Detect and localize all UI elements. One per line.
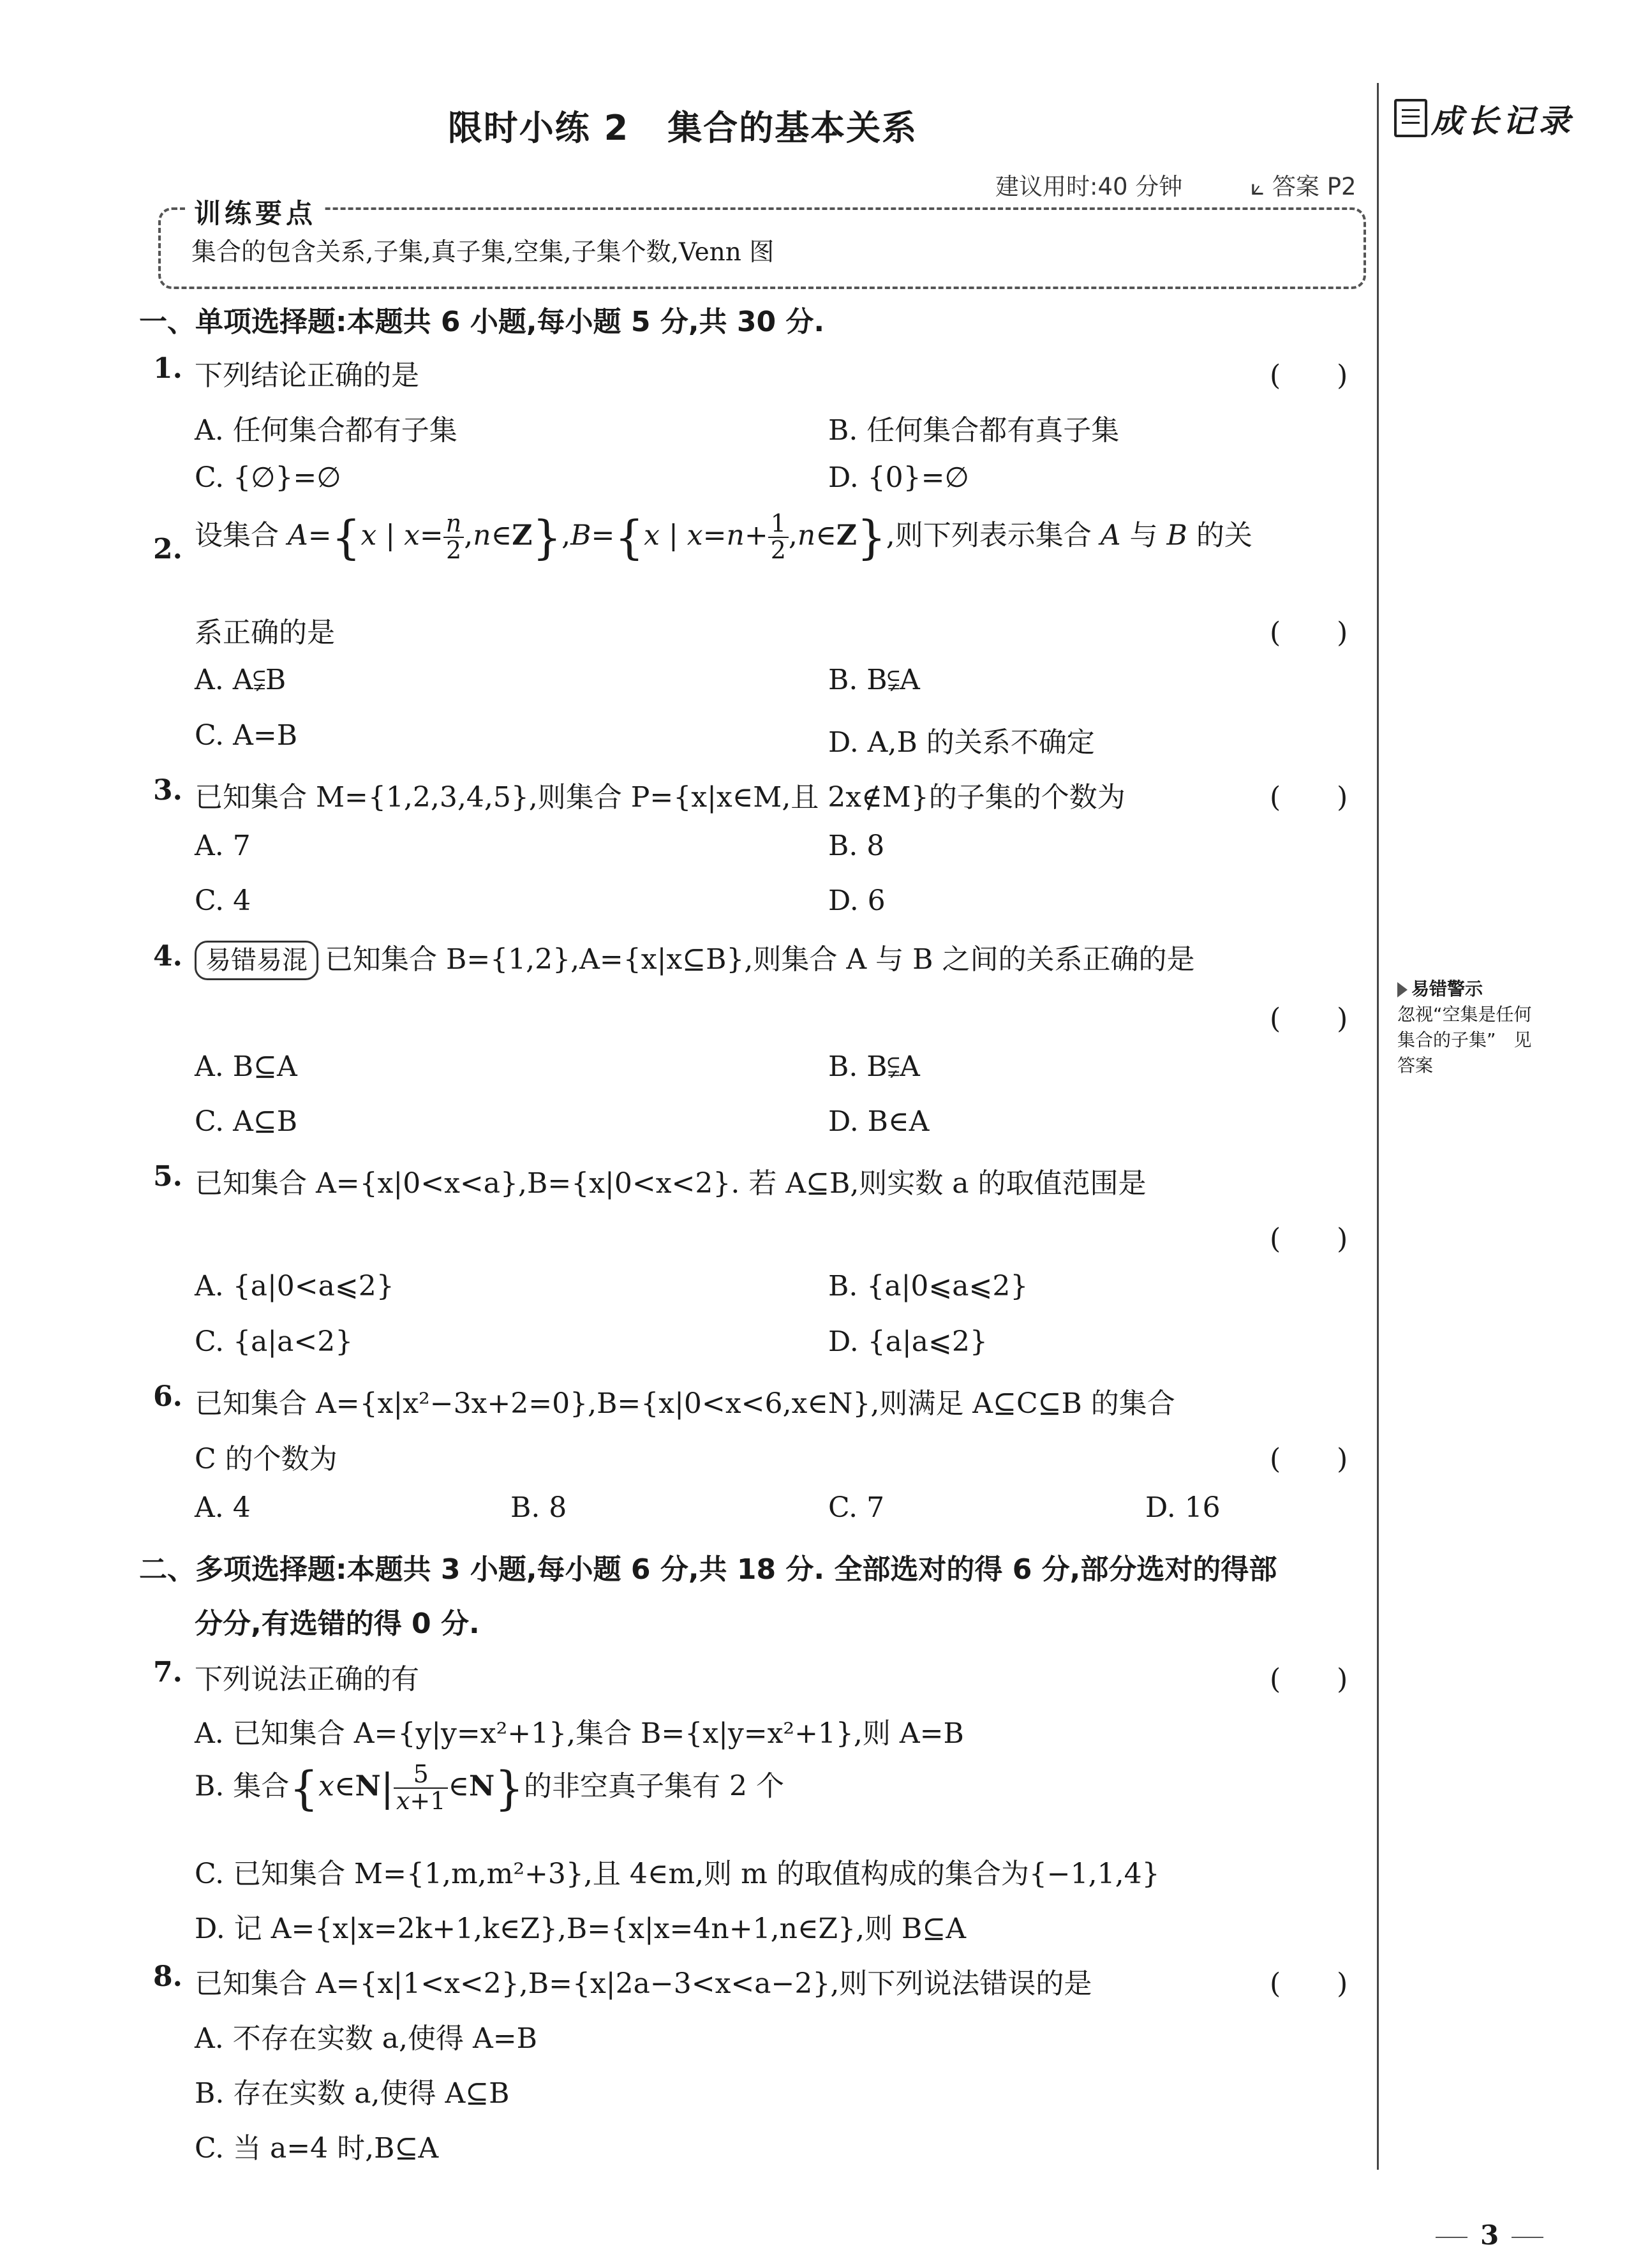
q8-option-a: A. 不存在实数 a,使得 A=B — [195, 2022, 537, 2055]
q3-option-d: D. 6 — [828, 884, 886, 917]
q1-option-b: B. 任何集合都有真子集 — [828, 414, 1120, 447]
suggested-time: 建议用时:40 分钟 — [995, 173, 1183, 200]
q7-option-a: A. 已知集合 A={y|y=x²+1},集合 B={x|y=x²+1},则 A=B — [195, 1717, 964, 1750]
q2-answer-blank: ( ) — [1270, 616, 1348, 649]
q1-text: 下列结论正确的是 — [195, 359, 419, 392]
q5-option-b: B. {a|0⩽a⩽2} — [828, 1270, 1029, 1302]
q7-answer-blank: ( ) — [1270, 1663, 1348, 1696]
margin-divider — [1377, 83, 1379, 2170]
q7-option-c: C. 已知集合 M={1,m,m²+3},且 4∈m,则 m 的取值构成的集合为{−1,1,4} — [195, 1858, 1160, 1890]
q3-text: 已知集合 M={1,2,3,4,5},则集合 P={x|x∈M,且 2x∉M}的子集的个数为 — [195, 781, 1126, 814]
q8-answer-blank: ( ) — [1270, 1967, 1348, 2000]
q5-answer-blank: ( ) — [1270, 1223, 1348, 1255]
q5-option-d: D. {a|a⩽2} — [828, 1325, 988, 1358]
q1-option-c: C. {∅}=∅ — [195, 461, 341, 494]
q4-option-b: B. B⫋A — [828, 1050, 920, 1083]
q4-text: 易错易混 已知集合 B={1,2},A={x|x⊆B},则集合 A 与 B 之间的关系正确的是 — [195, 936, 1194, 980]
q6-answer-blank: ( ) — [1270, 1443, 1348, 1475]
q6-text-line2: C 的个数为 — [195, 1443, 338, 1475]
brand-logo: 成长记录 — [1394, 96, 1574, 142]
q1-option-d: D. {0}=∅ — [828, 461, 969, 494]
q6-option-a: A. 4 — [195, 1491, 251, 1524]
q2-option-d: D. A,B 的关系不确定 — [828, 726, 1095, 759]
q4-option-a: A. B⊆A — [195, 1050, 297, 1083]
q6-option-b: B. 8 — [510, 1491, 567, 1524]
q4-option-c: C. A⊆B — [195, 1105, 298, 1138]
q8-option-b: B. 存在实数 a,使得 A⊆B — [195, 2077, 510, 2110]
q3-option-a: A. 7 — [195, 830, 251, 862]
q2-option-b: B. B⫋A — [828, 664, 920, 696]
error-prone-tag: 易错易混 — [195, 941, 318, 980]
q3-option-b: B. 8 — [828, 830, 885, 862]
q7-number: 7. — [153, 1656, 182, 1689]
q7-option-d: D. 记 A={x|x=2k+1,k∈Z},B={x|x=4n+1,n∈Z},则 B⊆A — [195, 1913, 967, 1945]
q5-text: 已知集合 A={x|0<x<a},B={x|0<x<2}. 若 A⊆B,则实数 a 的取值范围是 — [195, 1167, 1147, 1200]
notebook-icon — [1394, 99, 1427, 137]
q2-text-line2: 系正确的是 — [195, 616, 335, 649]
sidebar-warning-note: 易错警示 忽视“空集是任何 集合的子集” 见 答案 — [1397, 978, 1532, 1076]
q5-option-a: A. {a|0<a⩽2} — [195, 1270, 394, 1302]
q1-number: 1. — [153, 352, 182, 385]
q2-option-c: C. A=B — [195, 719, 298, 752]
q6-option-c: C. 7 — [828, 1491, 885, 1524]
key-points-title: 训练要点 — [186, 193, 324, 231]
answer-reference: ⟀ 答案 P2 — [1251, 173, 1356, 200]
q6-option-d: D. 16 — [1145, 1491, 1221, 1524]
page-title: 限时小练 2 集合的基本关系 — [447, 108, 918, 148]
q3-option-c: C. 4 — [195, 884, 251, 917]
q3-number: 3. — [153, 774, 182, 807]
answer-arrow-icon: ⟀ — [1251, 173, 1265, 200]
q8-option-c: C. 当 a=4 时,B⊆A — [195, 2132, 439, 2165]
q4-number: 4. — [153, 940, 182, 973]
q5-option-c: C. {a|a<2} — [195, 1325, 353, 1358]
q8-number: 8. — [153, 1960, 182, 1993]
page-number: 3 — [1423, 2220, 1556, 2251]
q7-option-b: B. 集合{x∈N| $\frac{5}{x+1}$ ∈N}的非空真子集有 2 个 — [195, 1760, 785, 1815]
q1-option-a: A. 任何集合都有子集 — [195, 414, 457, 447]
q5-number: 5. — [153, 1160, 182, 1193]
q4-answer-blank: ( ) — [1270, 1003, 1348, 1035]
section-2-title: 二、多项选择题:本题共 3 小题,每小题 6 分,共 18 分. 全部选对的得 6 分,部分选对的得部 — [139, 1553, 1277, 1586]
q2-option-a: A. A⫋B — [195, 664, 286, 696]
q6-text: 已知集合 A={x|x²−3x+2=0},B={x|0<x<6,x∈N},则满足 A⊆C⊆B 的集合 — [195, 1387, 1175, 1420]
section-1-title: 一、单项选择题:本题共 6 小题,每小题 5 分,共 30 分. — [139, 306, 825, 338]
q8-text: 已知集合 A={x|1<x<2},B={x|2a−3<x<a−2},则下列说法错误的是 — [195, 1967, 1092, 2000]
q7-text: 下列说法正确的有 — [195, 1663, 419, 1696]
arrow-icon — [1397, 982, 1408, 997]
key-points-text: 集合的包含关系,子集,真子集,空集,子集个数,Venn 图 — [191, 238, 775, 267]
q6-number: 6. — [153, 1380, 182, 1413]
q1-answer-blank: ( ) — [1270, 359, 1348, 392]
section-2-title-line2: 分分,有选错的得 0 分. — [195, 1608, 480, 1640]
q2-number: 2. — [153, 533, 182, 565]
q2-text: 设集合 A={x | x= $\frac{n}{2}$ ,n∈Z},B={x | x=n+ $\frac{1}{2}$ ,n∈Z},则下列表示集合 A 与 B 的关 — [195, 509, 1252, 564]
q4-option-d: D. B∈A — [828, 1105, 930, 1138]
q3-answer-blank: ( ) — [1270, 781, 1348, 814]
